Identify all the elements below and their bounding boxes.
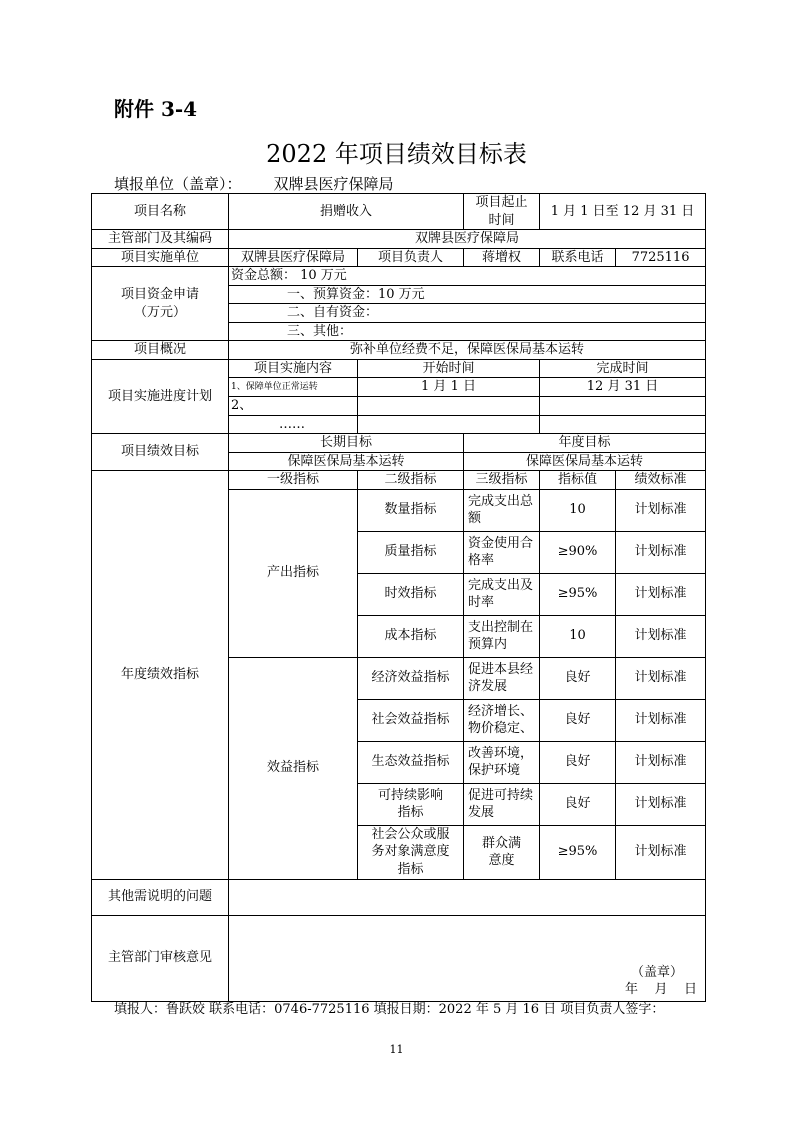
indicator-l3: 群众满意度 <box>464 825 540 879</box>
indicator-l3: 完成支出及时率 <box>464 573 540 615</box>
schedule-row1-content: 1、保障单位正常运转 <box>229 378 358 397</box>
row-impl <box>92 248 706 267</box>
indicator-l2: 社会效益指标 <box>358 699 464 741</box>
row-dept <box>92 230 706 249</box>
other-issues-value <box>229 879 706 915</box>
indicator-standard: 计划标准 <box>616 741 706 783</box>
indicator-standard: 计划标准 <box>616 573 706 615</box>
attachment-label: 附件 3-4 <box>114 97 198 121</box>
schedule-row2-end <box>540 397 706 416</box>
impl-unit-label: 项目实施单位 <box>92 248 229 267</box>
indicator-l3: 改善环境，保护环境 <box>464 741 540 783</box>
indicator-value: ≥95% <box>540 825 616 879</box>
footer-info: 填报人：鲁跃姣 联系电话：0746-7725116 填报日期：2022 年 5 月 16 日 项目负责人签字： <box>114 1002 665 1017</box>
indicator-standard: 计划标准 <box>616 783 706 825</box>
page-number: 11 <box>389 1043 404 1056</box>
indicator-l3: 完成支出总额 <box>464 489 540 531</box>
indicator-header-l3: 三级指标 <box>464 471 540 490</box>
schedule-label: 项目实施进度计划 <box>92 359 229 433</box>
indicator-standard: 计划标准 <box>616 489 706 531</box>
page-title: 2022 年项目绩效目标表 <box>266 140 527 168</box>
review-seal: （盖章） <box>631 964 684 980</box>
indicator-l3: 促进本县经济发展 <box>464 657 540 699</box>
dept-label: 主管部门及其编码 <box>92 230 229 249</box>
reporting-unit-value: 双牌县医疗保障局 <box>273 175 394 193</box>
indicator-value: 良好 <box>540 657 616 699</box>
schedule-row3-start <box>358 415 540 434</box>
indicator-l2: 经济效益指标 <box>358 657 464 699</box>
indicator-value: 10 <box>540 489 616 531</box>
indicator-l3: 经济增长、物价稳定、 <box>464 699 540 741</box>
review-label: 主管部门审核意见 <box>92 915 229 1001</box>
indicator-l3: 促进可持续发展 <box>464 783 540 825</box>
indicator-value: ≥90% <box>540 531 616 573</box>
indicator-standard: 计划标准 <box>616 699 706 741</box>
indicator-header-value: 指标值 <box>540 471 616 490</box>
row-project-name <box>92 194 706 230</box>
leader-label: 项目负责人 <box>358 248 464 267</box>
indicator-standard: 计划标准 <box>616 615 706 657</box>
project-name-label: 项目名称 <box>92 194 229 230</box>
funds-other: 三、其他： <box>229 322 706 341</box>
funds-budget: 一、预算资金：10 万元 <box>229 285 706 304</box>
indicator-value: 10 <box>540 615 616 657</box>
schedule-col-start: 开始时间 <box>358 359 540 378</box>
benefit-indicator-label: 效益指标 <box>229 657 358 879</box>
funds-total: 资金总额： 10 万元 <box>229 267 706 286</box>
schedule-row1-start: 1 月 1 日 <box>358 378 540 397</box>
review-value <box>229 915 706 1001</box>
schedule-col-end: 完成时间 <box>540 359 706 378</box>
indicator-value: 良好 <box>540 783 616 825</box>
indicator-header-standard: 绩效标准 <box>616 471 706 490</box>
schedule-row2-start <box>358 397 540 416</box>
indicator-l2: 社会公众或服务对象满意度指标 <box>358 825 464 879</box>
funds-own: 二、自有资金： <box>229 304 706 323</box>
long-target-value: 保障医保局基本运转 <box>229 452 464 471</box>
indicator-l3: 资金使用合格率 <box>464 531 540 573</box>
performance-target-table <box>91 193 706 1002</box>
leader-value: 蒋增权 <box>464 248 540 267</box>
indicator-standard: 计划标准 <box>616 825 706 879</box>
indicator-header-l1: 一级指标 <box>229 471 358 490</box>
schedule-col-content: 项目实施内容 <box>229 359 358 378</box>
phone-value: 7725116 <box>616 248 706 267</box>
other-issues-label: 其他需说明的问题 <box>92 879 229 915</box>
indicator-l2: 数量指标 <box>358 489 464 531</box>
project-period-label: 项目起止时间 <box>464 194 540 230</box>
indicator-value: ≥95% <box>540 573 616 615</box>
schedule-row3-content: …… <box>229 415 358 434</box>
reporting-unit-label: 填报单位（盖章）： <box>114 175 242 193</box>
output-indicator-label: 产出指标 <box>229 489 358 657</box>
indicator-l3: 支出控制在预算内 <box>464 615 540 657</box>
indicator-standard: 计划标准 <box>616 657 706 699</box>
funds-label: 项目资金申请（万元） <box>92 267 229 341</box>
schedule-row1-end: 12 月 31 日 <box>540 378 706 397</box>
dept-value: 双牌县医疗保障局 <box>229 230 706 249</box>
phone-label: 联系电话 <box>540 248 616 267</box>
indicator-header-l2: 二级指标 <box>358 471 464 490</box>
targets-label: 项目绩效目标 <box>92 434 229 471</box>
indicator-l2: 生态效益指标 <box>358 741 464 783</box>
schedule-row3-end <box>540 415 706 434</box>
indicator-standard: 计划标准 <box>616 531 706 573</box>
indicator-l2: 成本指标 <box>358 615 464 657</box>
overview-label: 项目概况 <box>92 341 229 360</box>
project-name-value: 捐赠收入 <box>229 194 464 230</box>
schedule-row2-content: 2、 <box>229 397 358 416</box>
indicator-l2: 时效指标 <box>358 573 464 615</box>
overview-value: 弥补单位经费不足，保障医保局基本运转 <box>229 341 706 360</box>
indicator-value: 良好 <box>540 699 616 741</box>
impl-unit-value: 双牌县医疗保障局 <box>229 248 358 267</box>
indicator-value: 良好 <box>540 741 616 783</box>
year-target-label: 年度目标 <box>464 434 706 453</box>
indicators-label: 年度绩效指标 <box>92 471 229 880</box>
year-target-value: 保障医保局基本运转 <box>464 452 706 471</box>
project-period-value: 1 月 1 日至 12 月 31 日 <box>540 194 706 230</box>
long-target-label: 长期目标 <box>229 434 464 453</box>
indicator-l2: 质量指标 <box>358 531 464 573</box>
review-date: 年 月 日 <box>624 982 698 998</box>
reporting-unit <box>114 173 394 194</box>
indicator-l2: 可持续影响指标 <box>358 783 464 825</box>
